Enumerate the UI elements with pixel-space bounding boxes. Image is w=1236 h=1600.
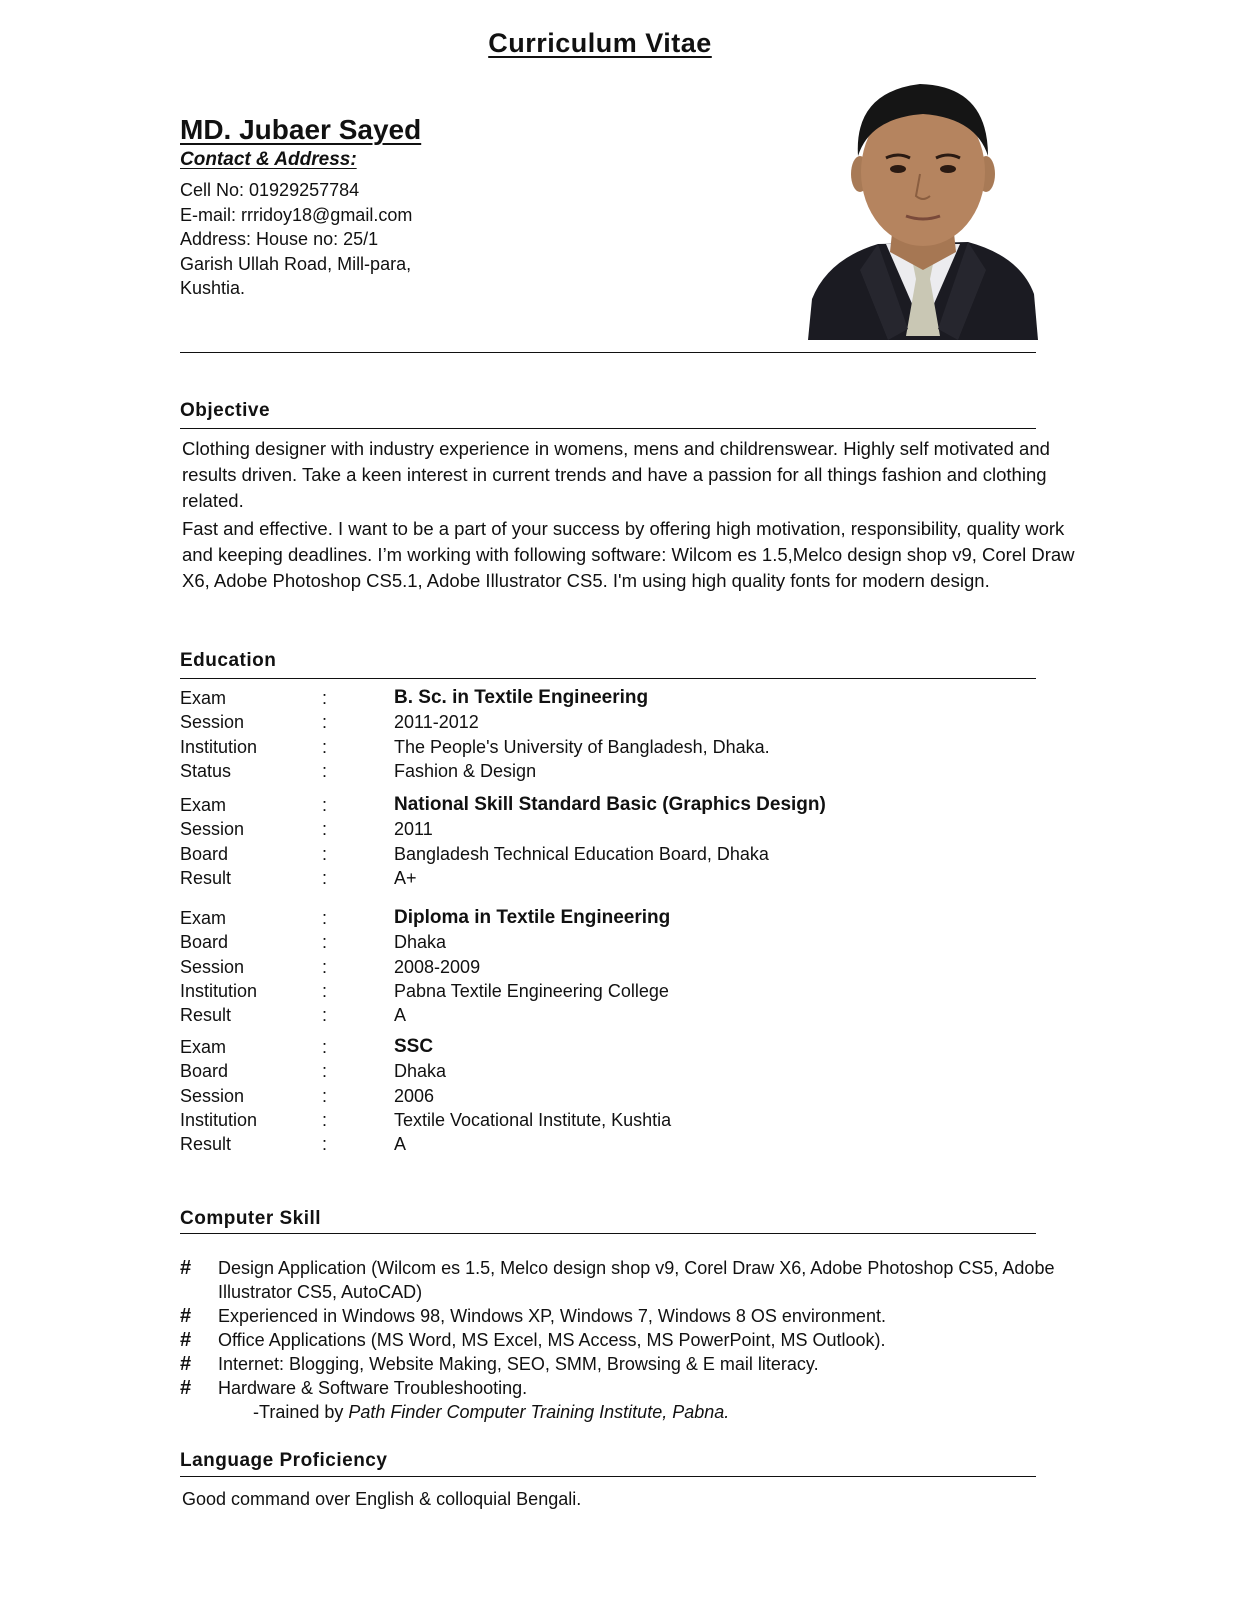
separator: : [322, 736, 328, 757]
separator: : [322, 1134, 328, 1155]
table-row [180, 1084, 1080, 1108]
language-text: Good command over English & colloquial Bengali. [182, 1489, 582, 1509]
field-label: Institution [180, 980, 258, 1001]
field-label: Board [180, 932, 229, 953]
cell-number: Cell No: 01929257784 [180, 180, 360, 200]
field-label: Session [180, 819, 245, 840]
field-label: Exam [180, 795, 227, 815]
education-rule [180, 678, 1036, 679]
table-row [180, 979, 1080, 1003]
language-rule [180, 1476, 1036, 1477]
exam-name: B. Sc. in Textile Engineering [394, 687, 649, 708]
separator: : [322, 1109, 328, 1130]
skill-text: Internet: Blogging, Website Making, SEO, SMM, Browsing & E mail literacy. [218, 1354, 819, 1374]
separator: : [322, 867, 328, 888]
field-value: 2011 [394, 819, 433, 840]
field-label: Result [180, 1134, 232, 1155]
field-label: Exam [180, 688, 227, 708]
profile-photo [808, 74, 1038, 340]
list-item [180, 1304, 1080, 1328]
table-row [180, 866, 1080, 890]
contact-heading: Contact & Address: [180, 149, 357, 170]
table-row [180, 1035, 1080, 1059]
field-label: Result [180, 867, 232, 888]
table-row [180, 1003, 1080, 1027]
education-entry [180, 1035, 1080, 1156]
objective-paragraph-2: Fast and effective. I want to be a part of your success by offering high motivation, responsibility, quality work and keeping deadlines. I’m working with following software: Wilcom es 1.5,Melco design shop v9, Corel Draw X6, Adobe Photoshop CS5.1, Adobe Illustrator CS5. I'm using high quality fonts for modern design. [182, 518, 1075, 591]
field-value: 2008-2009 [394, 956, 481, 977]
field-label: Session [180, 1085, 245, 1106]
exam-name: SSC [394, 1036, 434, 1057]
field-value: A [394, 1005, 407, 1026]
field-label: Exam [180, 1037, 227, 1057]
field-value: Dhaka [394, 1061, 447, 1082]
field-label: Exam [180, 908, 227, 928]
list-item [180, 1256, 1080, 1304]
field-label: Session [180, 956, 245, 977]
field-value: A [394, 1134, 407, 1155]
education-heading: Education [180, 650, 277, 671]
field-value: Textile Vocational Institute, Kushtia [394, 1109, 672, 1130]
table-row [180, 1108, 1080, 1132]
list-item [180, 1352, 1080, 1376]
address-line-2: Garish Ullah Road, Mill-para, [180, 253, 412, 274]
field-label: Status [180, 760, 232, 781]
table-row [180, 710, 1080, 734]
field-value: Fashion & Design [394, 760, 537, 781]
trained-prefix: -Trained by [253, 1402, 344, 1422]
computer-skill-list [180, 1256, 1080, 1424]
field-label: Result [180, 1005, 232, 1026]
table-row [180, 759, 1080, 783]
contact-details [180, 178, 412, 301]
field-label: Board [180, 843, 229, 864]
computer-skill-rule [180, 1233, 1036, 1234]
separator: : [322, 908, 328, 928]
field-value: Pabna Textile Engineering College [394, 980, 669, 1001]
address-line-1: Address: House no: 25/1 [180, 229, 379, 249]
table-row [180, 955, 1080, 979]
language-heading: Language Proficiency [180, 1450, 388, 1471]
cv-title: Curriculum Vitae [488, 28, 712, 58]
table-row [180, 930, 1080, 954]
computer-skill-heading: Computer Skill [180, 1208, 322, 1229]
field-label: Institution [180, 1109, 258, 1130]
table-row [180, 817, 1080, 841]
field-value: Bangladesh Technical Education Board, Dhaka [394, 843, 769, 864]
email-address: E-mail: rrridoy18@gmail.com [180, 204, 413, 225]
exam-name: National Skill Standard Basic (Graphics Design) [394, 794, 826, 815]
separator: : [322, 1061, 328, 1082]
separator: : [322, 795, 328, 815]
separator: : [322, 1005, 328, 1026]
table-row [180, 1059, 1080, 1083]
hash-bullet: # [180, 1377, 192, 1399]
separator: : [322, 819, 328, 840]
separator: : [322, 688, 328, 708]
field-value: A+ [394, 867, 417, 888]
field-label: Board [180, 1061, 229, 1082]
education-entry [180, 793, 1080, 890]
objective-paragraph-1: Clothing designer with industry experience in womens, mens and childrenswear. Highly self motivated and results driven. Take a keen interest in current trends and have a passion for all things fashion and clothing related. [182, 438, 1050, 511]
field-value: Dhaka [394, 932, 447, 953]
list-item [180, 1328, 1080, 1352]
separator: : [322, 760, 328, 781]
table-row [180, 1132, 1080, 1156]
field-label: Session [180, 712, 245, 733]
separator: : [322, 1085, 328, 1106]
separator: : [322, 932, 328, 953]
hash-bullet: # [180, 1353, 192, 1375]
field-value: The People's University of Bangladesh, Dhaka. [394, 736, 770, 757]
address-line-3: Kushtia. [180, 278, 246, 298]
separator: : [322, 956, 328, 977]
training-note [180, 1400, 1080, 1424]
hash-bullet: # [180, 1305, 192, 1327]
education-entry [180, 686, 1080, 783]
field-value: 2011-2012 [394, 712, 479, 733]
training-institute: Path Finder Computer Training Institute, Pabna. [348, 1402, 730, 1422]
objective-heading: Objective [180, 400, 271, 421]
separator: : [322, 712, 328, 733]
separator: : [322, 1037, 328, 1057]
table-row [180, 686, 1080, 710]
table-row [180, 793, 1080, 817]
exam-name: Diploma in Textile Engineering [394, 907, 671, 928]
separator: : [322, 843, 328, 864]
field-value: 2006 [394, 1085, 435, 1106]
skill-text: Office Applications (MS Word, MS Excel, MS Access, MS PowerPoint, MS Outlook). [218, 1330, 886, 1350]
table-row [180, 842, 1080, 866]
header-divider [180, 352, 1036, 353]
skill-text: Experienced in Windows 98, Windows XP, Windows 7, Windows 8 OS environment. [218, 1306, 886, 1326]
separator: : [322, 980, 328, 1001]
hash-bullet: # [180, 1257, 192, 1279]
education-entry [180, 906, 1080, 1027]
list-item [180, 1376, 1080, 1400]
skill-text: Hardware & Software Troubleshooting. [218, 1378, 528, 1398]
table-row [180, 906, 1080, 930]
skill-text: Design Application (Wilcom es 1.5, Melco design shop v9, Corel Draw X6, Adobe Photoshop CS5, Adobe Illustrator CS5, AutoCAD) [218, 1258, 1055, 1302]
candidate-name: MD. Jubaer Sayed [180, 114, 422, 145]
field-label: Institution [180, 736, 258, 757]
objective-rule [180, 428, 1036, 429]
table-row [180, 735, 1080, 759]
hash-bullet: # [180, 1329, 192, 1351]
